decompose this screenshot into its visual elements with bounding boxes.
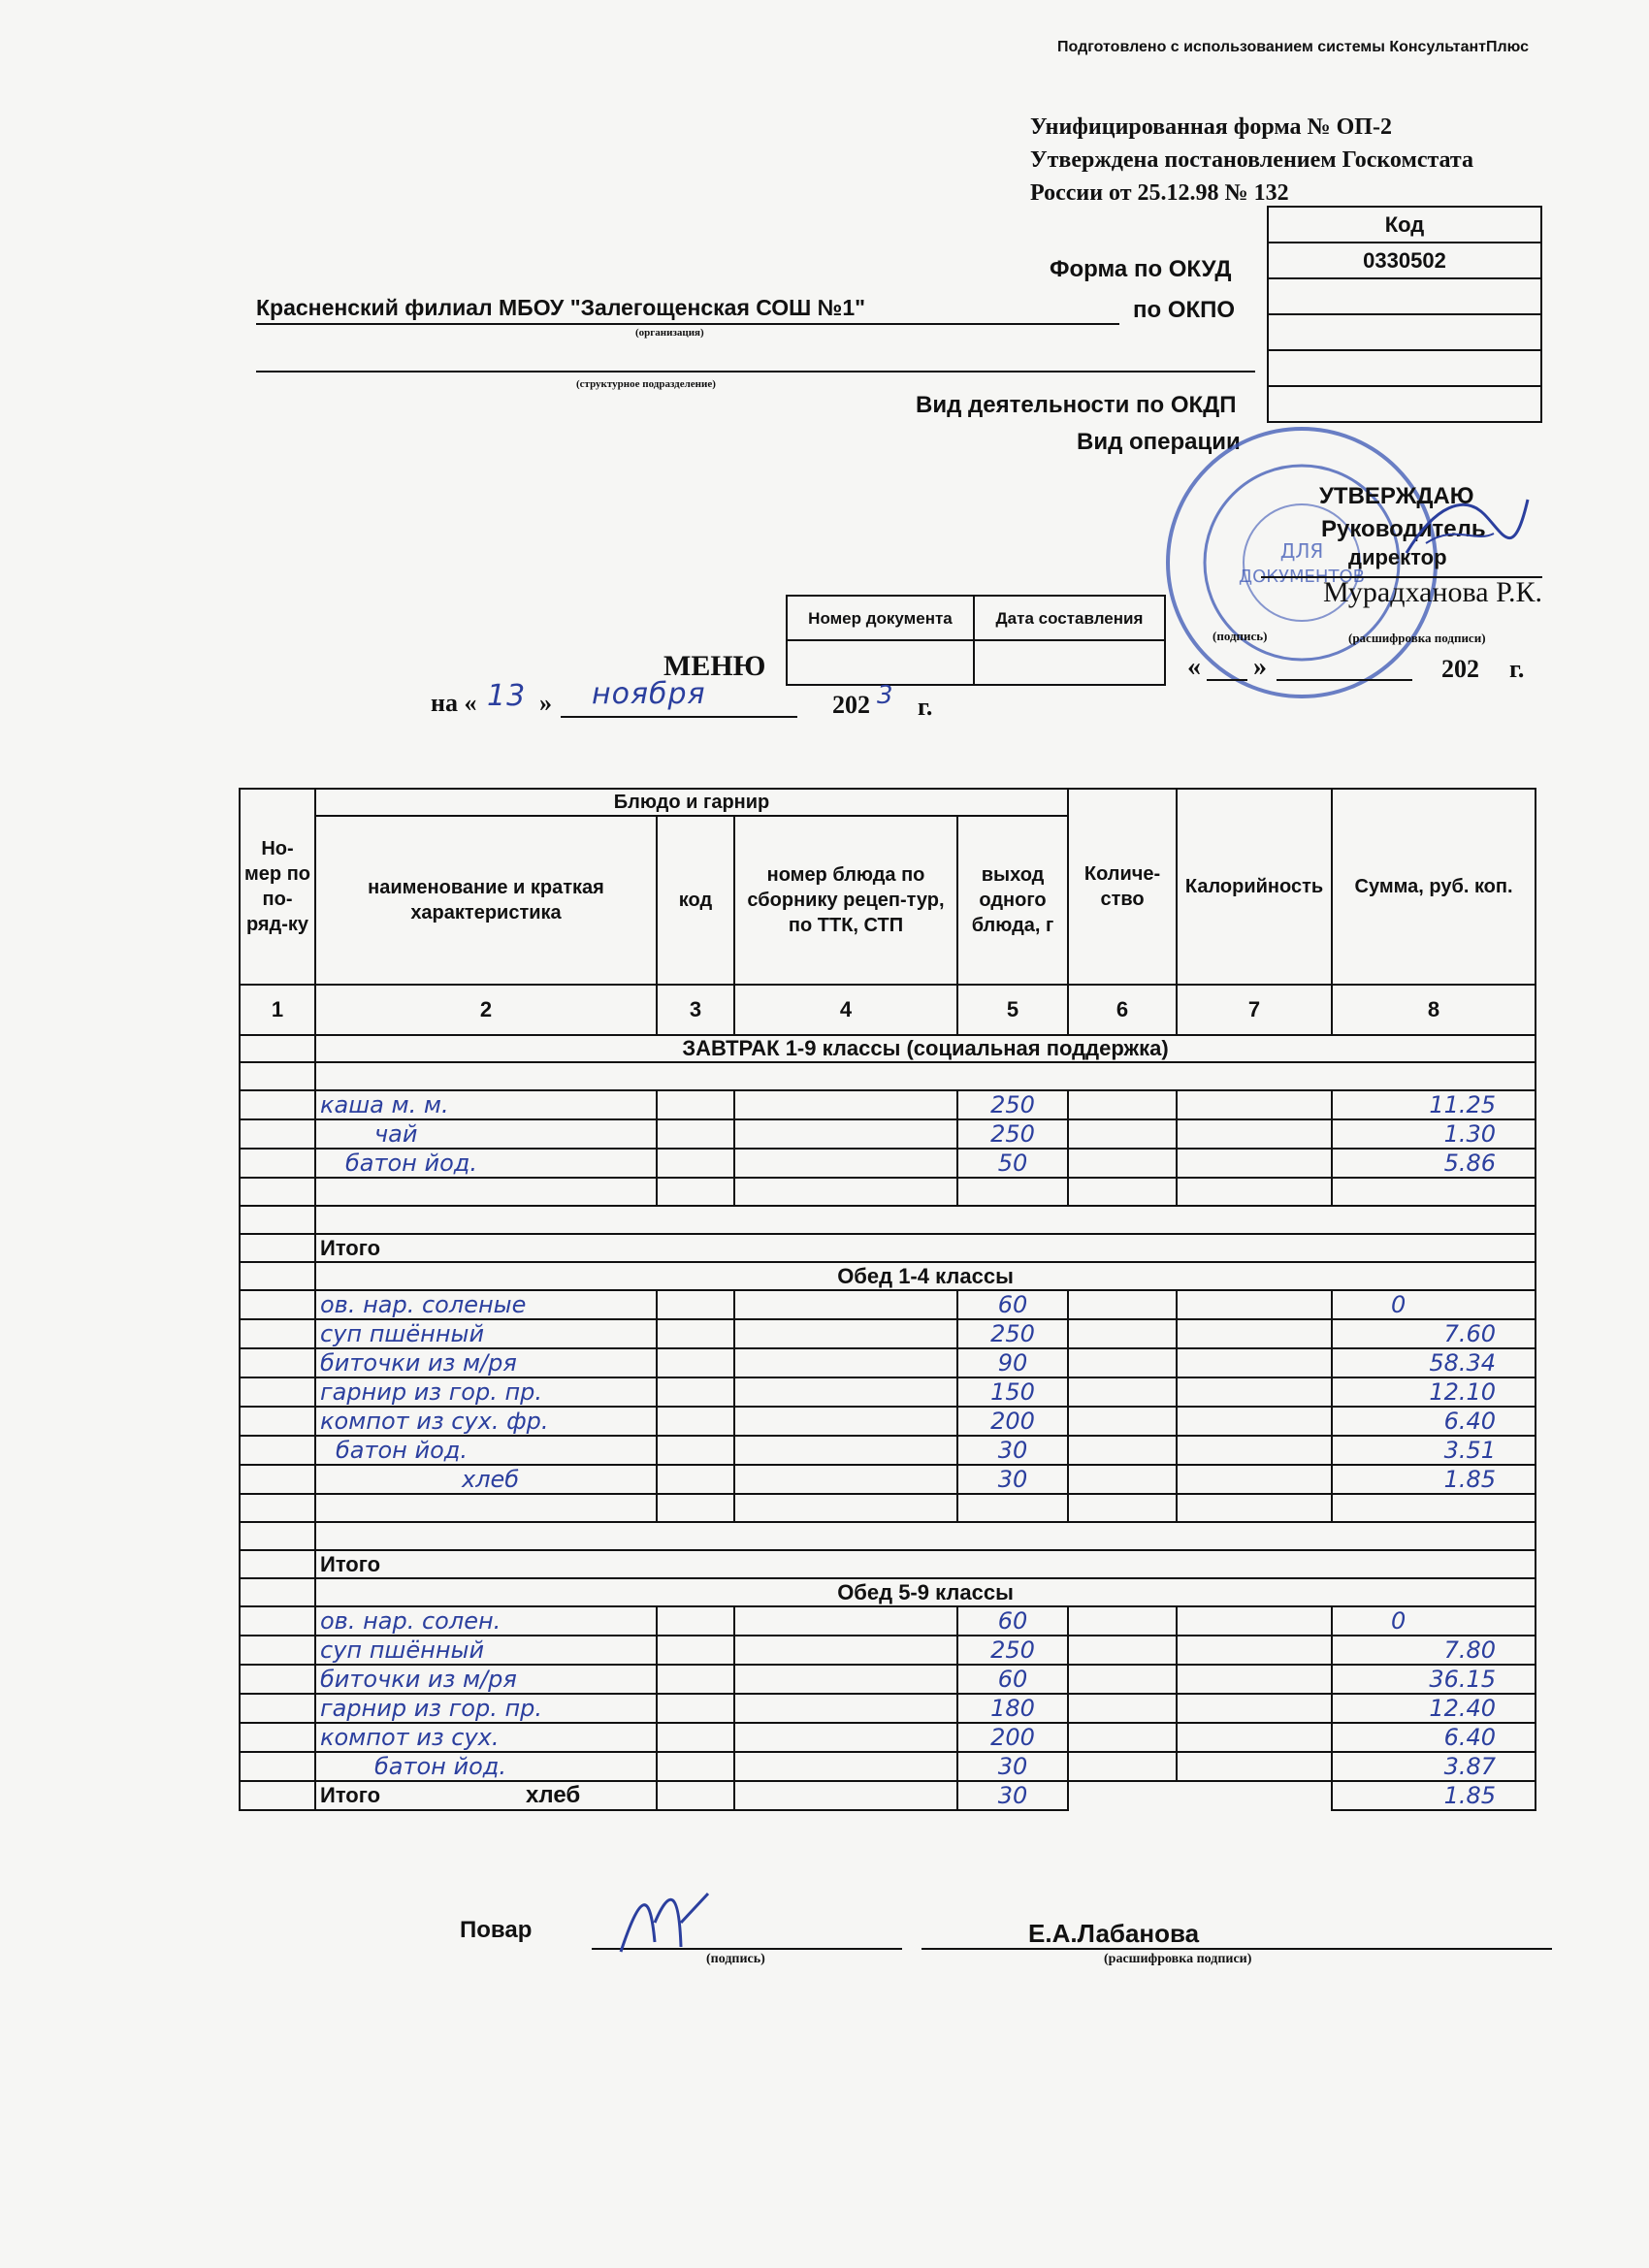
dish-yield: 250 — [957, 1119, 1068, 1149]
consultant-note: Подготовлено с использованием системы КонсультантПлюс — [1057, 39, 1529, 55]
document-number-value — [787, 640, 974, 685]
approval-year-suffix: г. — [1509, 655, 1525, 683]
menu-year-suffix: г. — [918, 693, 933, 721]
approval-date-close: » — [1253, 652, 1267, 682]
menu-year: 202 — [832, 691, 870, 719]
dish-name: суп пшённый — [315, 1636, 657, 1665]
col-yield-header: выход одного блюда, г — [957, 816, 1068, 985]
approved-line-2: России от 25.12.98 № 132 — [1030, 180, 1289, 206]
cook-decode-line — [922, 1948, 1552, 1950]
cook-signature — [611, 1884, 718, 1961]
menu-year-hand: 3 — [877, 681, 894, 710]
dish-name: биточки из м/ря — [315, 1665, 657, 1694]
table-row — [240, 1752, 1536, 1781]
col-number: 6 — [1068, 985, 1177, 1035]
lunch59-total-text: Итого — [320, 1783, 381, 1807]
col-code-header: код — [657, 816, 734, 985]
col-cal-header: Калорийность — [1177, 789, 1332, 985]
dish-sum: 36.15 — [1332, 1665, 1536, 1694]
table-row — [240, 1149, 1536, 1178]
dish-sum: 6.40 — [1332, 1407, 1536, 1436]
operation-label: Вид операции — [1077, 429, 1241, 455]
approval-date-open: « — [1187, 652, 1201, 682]
cook-name: Е.А.Лабанова — [1028, 1919, 1200, 1948]
dish-yield: 60 — [957, 1606, 1068, 1636]
dish-yield: 30 — [957, 1465, 1068, 1494]
blank-code — [1268, 314, 1541, 350]
col-number: 1 — [240, 985, 315, 1035]
dish-yield: 60 — [957, 1665, 1068, 1694]
table-row — [240, 1465, 1536, 1494]
dish-name: батон йод. — [315, 1752, 657, 1781]
okpo-value — [1268, 278, 1541, 314]
dish-name: хлеб — [315, 1465, 657, 1494]
dish-yield: 30 — [957, 1752, 1068, 1781]
okdp-value — [1268, 350, 1541, 386]
dish-name: компот из сух. — [315, 1723, 657, 1752]
dish-name: чай — [315, 1119, 657, 1149]
okpo-label: по ОКПО — [1133, 297, 1236, 323]
approver-sign-caption: (подпись) — [1212, 629, 1268, 643]
dish-yield: 200 — [957, 1723, 1068, 1752]
dish-name: гарнир из гор. пр. — [315, 1694, 657, 1723]
lunch14-section-title: Обед 1-4 классы — [315, 1262, 1536, 1290]
col-number: 2 — [315, 985, 657, 1035]
col-qty-header: Количе-ство — [1068, 789, 1177, 985]
dish-sum: 7.80 — [1332, 1636, 1536, 1665]
organization-name: Красненский филиал МБОУ "Залегощенская СОШ №1" — [256, 295, 1119, 325]
cook-label: Повар — [460, 1917, 533, 1943]
table-row — [240, 1606, 1536, 1636]
table-row — [240, 1090, 1536, 1119]
okud-label: Форма по ОКУД — [1050, 256, 1232, 282]
document-number-table — [786, 595, 1166, 686]
col-number: 4 — [734, 985, 957, 1035]
dish-sum: 12.10 — [1332, 1377, 1536, 1407]
menu-month: ноября — [592, 677, 706, 711]
table-row — [240, 1319, 1536, 1348]
lunch59-section-title: Обед 5-9 классы — [315, 1578, 1536, 1606]
dish-group-header: Блюдо и гарнир — [315, 789, 1068, 816]
col-sum-header: Сумма, руб. коп. — [1332, 789, 1536, 985]
dish-sum: 5.86 — [1332, 1149, 1536, 1178]
dish-yield: 90 — [957, 1348, 1068, 1377]
col-name-header: наименование и краткая характеристика — [315, 816, 657, 985]
menu-table — [239, 788, 1536, 1811]
dish-name: батон йод. — [315, 1436, 657, 1465]
approver-name: Мурадханова Р.К. — [1323, 576, 1543, 608]
unit-caption: (структурное подразделение) — [576, 378, 716, 390]
table-row — [240, 1377, 1536, 1407]
dish-yield: 250 — [957, 1090, 1068, 1119]
cook-decode-caption: (расшифровка подписи) — [1104, 1952, 1252, 1966]
approved-line-1: Утверждена постановлением Госкомстата — [1030, 147, 1474, 173]
lunch14-total-label: Итого — [315, 1550, 1536, 1578]
col-number: 8 — [1332, 985, 1536, 1035]
col-num-header: Но-мер по по-ряд-ку — [240, 789, 315, 985]
dish-sum: 1.85 — [1332, 1465, 1536, 1494]
breakfast-total-label: Итого — [315, 1234, 1536, 1262]
dish-name: батон йод. — [315, 1149, 657, 1178]
document-date-label: Дата составления — [974, 596, 1165, 640]
approval-day-line — [1207, 679, 1247, 681]
menu-month-line — [561, 716, 797, 718]
head-label: Руководитель — [1321, 516, 1486, 542]
approval-month-line — [1277, 679, 1412, 681]
dish-name: каша м. м. — [315, 1090, 657, 1119]
approver-decode-caption: (расшифровка подписи) — [1348, 631, 1486, 645]
organization-caption: (организация) — [635, 327, 704, 339]
dish-sum: 7.60 — [1332, 1319, 1536, 1348]
director-signature — [1397, 485, 1533, 572]
code-table — [1267, 206, 1542, 423]
dish-name: гарнир из гор. пр. — [315, 1377, 657, 1407]
svg-text:ДЛЯ: ДЛЯ — [1279, 539, 1324, 563]
dish-name: суп пшённый — [315, 1319, 657, 1348]
table-row — [240, 1436, 1536, 1465]
dish-name: компот из сух. фр. — [315, 1407, 657, 1436]
table-row — [240, 1781, 1536, 1810]
document-date-value — [974, 640, 1165, 685]
dish-sum: 3.87 — [1332, 1752, 1536, 1781]
menu-title: МЕНЮ — [663, 650, 766, 682]
dish-name: ов. нар. солен. — [315, 1606, 657, 1636]
form-title: Унифицированная форма № ОП-2 — [1030, 114, 1392, 140]
dish-sum: 58.34 — [1332, 1348, 1536, 1377]
menu-close-quote: » — [539, 689, 552, 717]
code-header: Код — [1268, 207, 1541, 243]
col-number: 3 — [657, 985, 734, 1035]
dish-sum: 6.40 — [1332, 1723, 1536, 1752]
col-number: 7 — [1177, 985, 1332, 1035]
table-row — [240, 1290, 1536, 1319]
dish-yield: 30 — [957, 1436, 1068, 1465]
col-recipe-header: номер блюда по сборнику рецеп-тур, по ТТК, СТП — [734, 816, 957, 985]
dish-sum: 11.25 — [1332, 1090, 1536, 1119]
table-row — [240, 1665, 1536, 1694]
cook-sign-caption: (подпись) — [706, 1952, 765, 1966]
dish-sum: 12.40 — [1332, 1694, 1536, 1723]
table-row — [240, 1407, 1536, 1436]
dish-yield: 30 — [957, 1781, 1068, 1810]
column-numbers-row — [240, 985, 1536, 1035]
dish-name: биточки из м/ря — [315, 1348, 657, 1377]
breakfast-section-title: ЗАВТРАК 1-9 классы (социальная поддержка) — [315, 1035, 1536, 1062]
approval-year: 202 — [1441, 655, 1479, 683]
okdp-label: Вид деятельности по ОКДП — [916, 392, 1237, 418]
dish-sum: 1.85 — [1332, 1781, 1536, 1810]
table-row — [240, 1348, 1536, 1377]
approve-label: УТВЕРЖДАЮ — [1319, 483, 1474, 509]
menu-on-label: на « — [431, 689, 477, 717]
menu-day: 13 — [487, 679, 527, 713]
unit-line — [256, 371, 1255, 373]
document-number-label: Номер документа — [787, 596, 974, 640]
okud-value: 0330502 — [1268, 243, 1541, 278]
dish-yield: 180 — [957, 1694, 1068, 1723]
dish-yield: 200 — [957, 1407, 1068, 1436]
dish-sum: 3.51 — [1332, 1436, 1536, 1465]
dish-sum: 0 — [1332, 1606, 1536, 1636]
dish-yield: 60 — [957, 1290, 1068, 1319]
svg-text:ДОКУМЕНТОВ: ДОКУМЕНТОВ — [1239, 567, 1365, 587]
dish-sum: 0 — [1332, 1290, 1536, 1319]
dish-name: хлеб — [526, 1782, 581, 1808]
table-row — [240, 1636, 1536, 1665]
dish-sum: 1.30 — [1332, 1119, 1536, 1149]
position-label: директор — [1348, 545, 1447, 569]
col-number: 5 — [957, 985, 1068, 1035]
dish-name: ов. нар. соленые — [315, 1290, 657, 1319]
table-row — [240, 1723, 1536, 1752]
table-row — [240, 1694, 1536, 1723]
dish-yield: 150 — [957, 1377, 1068, 1407]
table-row — [240, 1119, 1536, 1149]
dish-yield: 250 — [957, 1319, 1068, 1348]
lunch59-total-label — [315, 1781, 657, 1810]
dish-yield: 250 — [957, 1636, 1068, 1665]
dish-yield: 50 — [957, 1149, 1068, 1178]
